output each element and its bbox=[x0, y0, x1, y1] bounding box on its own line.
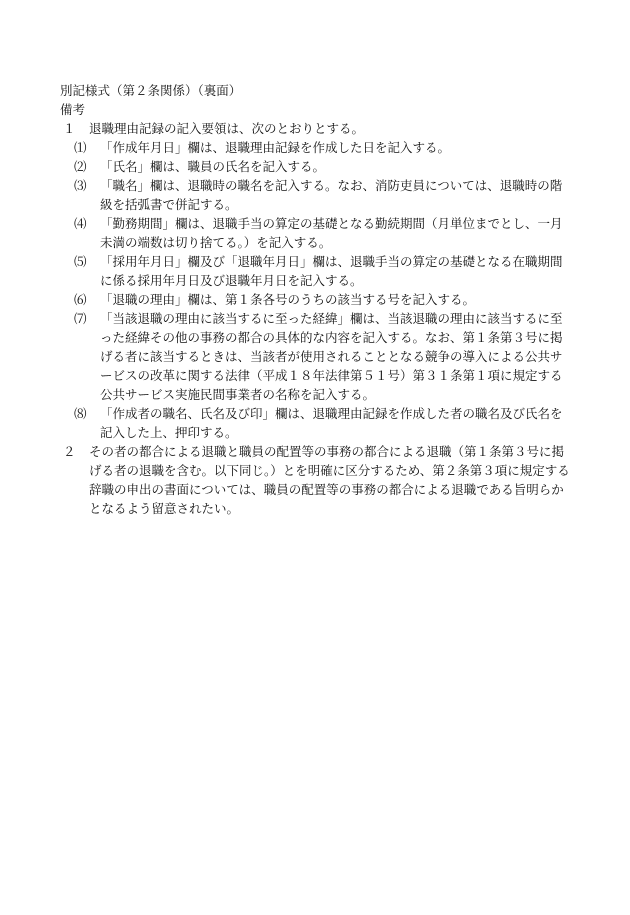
document-body bbox=[60, 81, 570, 518]
note-item-number: ２ bbox=[63, 444, 76, 459]
subitem-7 bbox=[60, 309, 570, 404]
subitem-text: 「採用年月日」欄及び「退職年月日」欄は、退職手当の算定の基礎となる在職期間に係る採用年月日及び退職年月日を記入する。 bbox=[100, 254, 563, 288]
subitem-text: 「当該退職の理由に該当するに至った経緯」欄は、当該退職の理由に該当するに至った経緯その他の事務の都合の具体的な内容を記入する。なお、第１条第３号に掲げる者に該当するときは、当該者が使用されることとなる競争の導入による公共サービスの改革に関する法律（平成１８年法律第５１号）第３１条第１項に規定する公共サービス実施民間事業者の名称を記入する。 bbox=[100, 311, 563, 402]
subitem-1 bbox=[60, 138, 570, 157]
subitem-text: 「勤務期間」欄は、退職手当の算定の基礎となる勤続期間（月単位までとし、一月未満の端数は切り捨てる。）を記入する。 bbox=[100, 216, 563, 250]
subitem-number: ⑸ bbox=[74, 254, 87, 269]
notes-heading: 備考 bbox=[60, 102, 86, 117]
subitem-number: ⑴ bbox=[74, 140, 87, 155]
subitem-text: 「氏名」欄は、職員の氏名を記入する。 bbox=[100, 159, 326, 174]
subitem-text: 「退職の理由」欄は、第１条各号のうちの該当する号を記入する。 bbox=[100, 292, 476, 307]
note-item-1 bbox=[60, 119, 570, 138]
subitem-text: 「職名」欄は、退職時の職名を記入する。なお、消防吏員については、退職時の階級を括弧書で併記する。 bbox=[100, 178, 563, 212]
subitem-number: ⑻ bbox=[74, 406, 87, 421]
subitem-number: ⑶ bbox=[74, 178, 87, 193]
subitem-3 bbox=[60, 176, 570, 214]
form-title: 別記様式（第２条関係）（裏面） bbox=[60, 83, 242, 98]
subitem-number: ⑺ bbox=[74, 311, 87, 326]
subitem-text: 「作成者の職名、氏名及び印」欄は、退職理由記録を作成した者の職名及び氏名を記入した上、押印する。 bbox=[100, 406, 563, 440]
subitem-number: ⑹ bbox=[74, 292, 87, 307]
subitem-number: ⑷ bbox=[74, 216, 87, 231]
subitem-4 bbox=[60, 214, 570, 252]
note-item-2 bbox=[60, 442, 570, 518]
subitem-6 bbox=[60, 290, 570, 309]
subitem-8 bbox=[60, 404, 570, 442]
note-item-text: その者の都合による退職と職員の配置等の事務の都合による退職（第１条第３号に掲げる者の退職を含む。以下同じ。）とを明確に区分するため、第２条第３項に規定する辞職の申出の書面については、職員の配置等の事務の都合による退職である旨明らかとなるよう留意されたい。 bbox=[89, 444, 570, 516]
subitem-5 bbox=[60, 252, 570, 290]
subitem-text: 「作成年月日」欄は、退職理由記録を作成した日を記入する。 bbox=[100, 140, 451, 155]
subitem-2 bbox=[60, 157, 570, 176]
note-item-number: １ bbox=[63, 121, 76, 136]
note-item-text: 退職理由記録の記入要領は、次のとおりとする。 bbox=[89, 121, 365, 136]
subitem-number: ⑵ bbox=[74, 159, 87, 174]
